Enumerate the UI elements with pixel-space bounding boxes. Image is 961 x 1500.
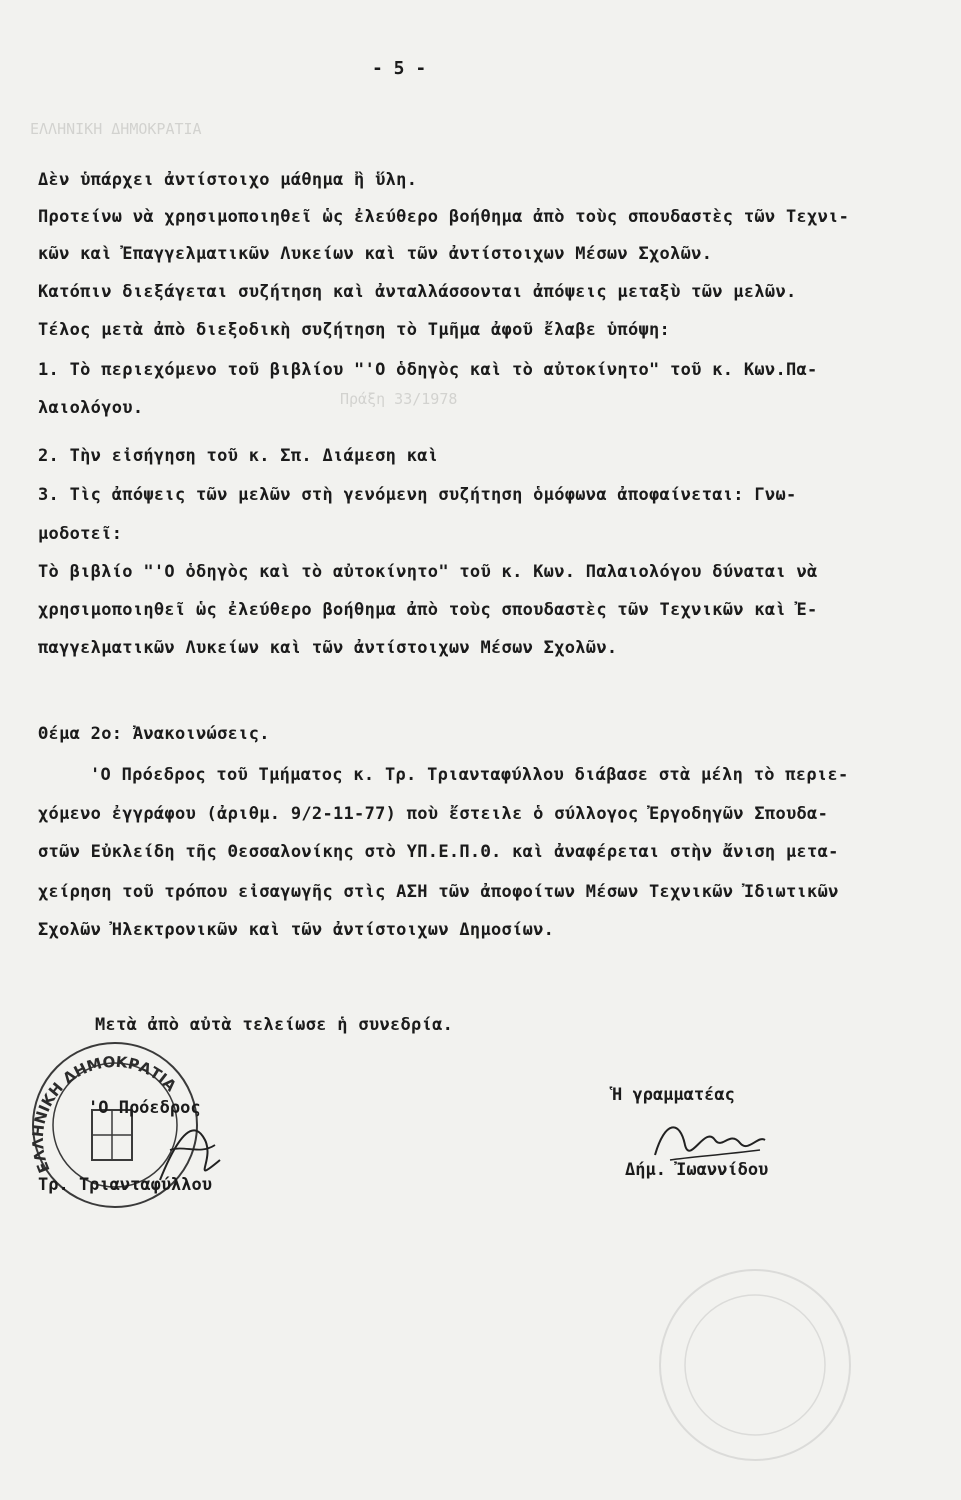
bleed-through-text: Πράξη 33/1978	[340, 390, 458, 408]
text-line: λαιολόγου.	[38, 398, 144, 418]
text-line: 'Ο Πρόεδρος τοῦ Τμήματος κ. Τρ. Τριανταφύλλου διάβασε στὰ μέλη τὸ περιε-	[90, 765, 849, 785]
faint-seal-ghost	[640, 1260, 870, 1470]
text-line: παγγελματικῶν Λυκείων καὶ τῶν ἀντίστοιχων Μέσων Σχολῶν.	[38, 638, 618, 658]
text-line: 1. Τὸ περιεχόμενο τοῦ βιβλίου "'Ο ὁδηγὸς καὶ τὸ αὐτοκίνητο" τοῦ κ. Κων.Πα-	[38, 360, 818, 380]
secretary-name: Δήμ. Ἰωαννίδου	[625, 1160, 769, 1180]
president-name: Τρ. Τριανταφύλλου	[38, 1175, 212, 1195]
text-line: 3. Τὶς ἀπόψεις τῶν μελῶν στὴ γενόμενη συζήτηση ὁμόφωνα ἀποφαίνεται: Γνω-	[38, 485, 797, 505]
text-line: χρησιμοποιηθεῖ ὡς ἐλεύθερο βοήθημα ἀπὸ τοὺς σπουδαστὲς τῶν Τεχνικῶν καὶ Ἐ-	[38, 600, 818, 620]
text-line: Δὲν ὑπάρχει ἀντίστοιχο μάθημα ἢ ὕλη.	[38, 170, 418, 190]
text-line: στῶν Εὐκλείδη τῆς Θεσσαλονίκης στὸ ΥΠ.Ε.Π.Θ. καὶ ἀναφέρεται στὴν ἄνιση μετα-	[38, 842, 839, 862]
text-line: Κατόπιν διεξάγεται συζήτηση καὶ ἀνταλλάσσονται ἀπόψεις μεταξὺ τῶν μελῶν.	[38, 282, 797, 302]
closing-line: Μετὰ ἀπὸ αὐτὰ τελείωσε ἡ συνεδρία.	[95, 1015, 454, 1035]
svg-text:ΕΛΛΗΝΙΚΗ ΔΗΜΟΚΡΑΤΙΑ: ΕΛΛΗΝΙΚΗ ΔΗΜΟΚΡΑΤΙΑ	[28, 1052, 180, 1176]
text-line: Σχολῶν Ἠλεκτρονικῶν καὶ τῶν ἀντίστοιχων Δημοσίων.	[38, 920, 555, 940]
text-line: 2. Τὴν εἰσήγηση τοῦ κ. Σπ. Διάμεση καὶ	[38, 446, 439, 466]
text-line: Προτείνω νὰ χρησιμοποιηθεῖ ὡς ἐλεύθερο βοήθημα ἀπὸ τοὺς σπουδαστὲς τῶν Τεχνι-	[38, 207, 850, 227]
text-line: Τὸ βιβλίο "'Ο ὁδηγὸς καὶ τὸ αὐτοκίνητο" τοῦ κ. Κων. Παλαιολόγου δύναται νὰ	[38, 562, 818, 582]
page-number: - 5 -	[372, 58, 427, 79]
president-title: 'Ο Πρόεδρος	[88, 1098, 201, 1118]
text-line: μοδοτεῖ:	[38, 524, 123, 544]
bleed-through-text: ΕΛΛΗΝΙΚΗ ΔΗΜΟΚΡΑΤΙΑ	[30, 120, 202, 138]
text-line: χείρηση τοῦ τρόπου εἰσαγωγῆς στὶς ΑΣΗ τῶν ἀποφοίτων Μέσων Τεχνικῶν Ἰδιωτικῶν	[38, 882, 839, 902]
text-line: Τέλος μετὰ ἀπὸ διεξοδικὴ συζήτηση τὸ Τμῆμα ἀφοῦ ἔλαβε ὑπόψη:	[38, 320, 671, 340]
secretary-title: Ἡ γραμματέας	[612, 1085, 735, 1105]
section-heading: Θέμα 2ο: Ἀνακοινώσεις.	[38, 724, 270, 744]
text-line: κῶν καὶ Ἐπαγγελματικῶν Λυκείων καὶ τῶν ἀντίστοιχων Μέσων Σχολῶν.	[38, 244, 713, 264]
text-line: χόμενο ἐγγράφου (ἀριθμ. 9/2-11-77) ποὺ ἔστειλε ὁ σύλλογος Ἐργοδηγῶν Σπουδα-	[38, 804, 829, 824]
